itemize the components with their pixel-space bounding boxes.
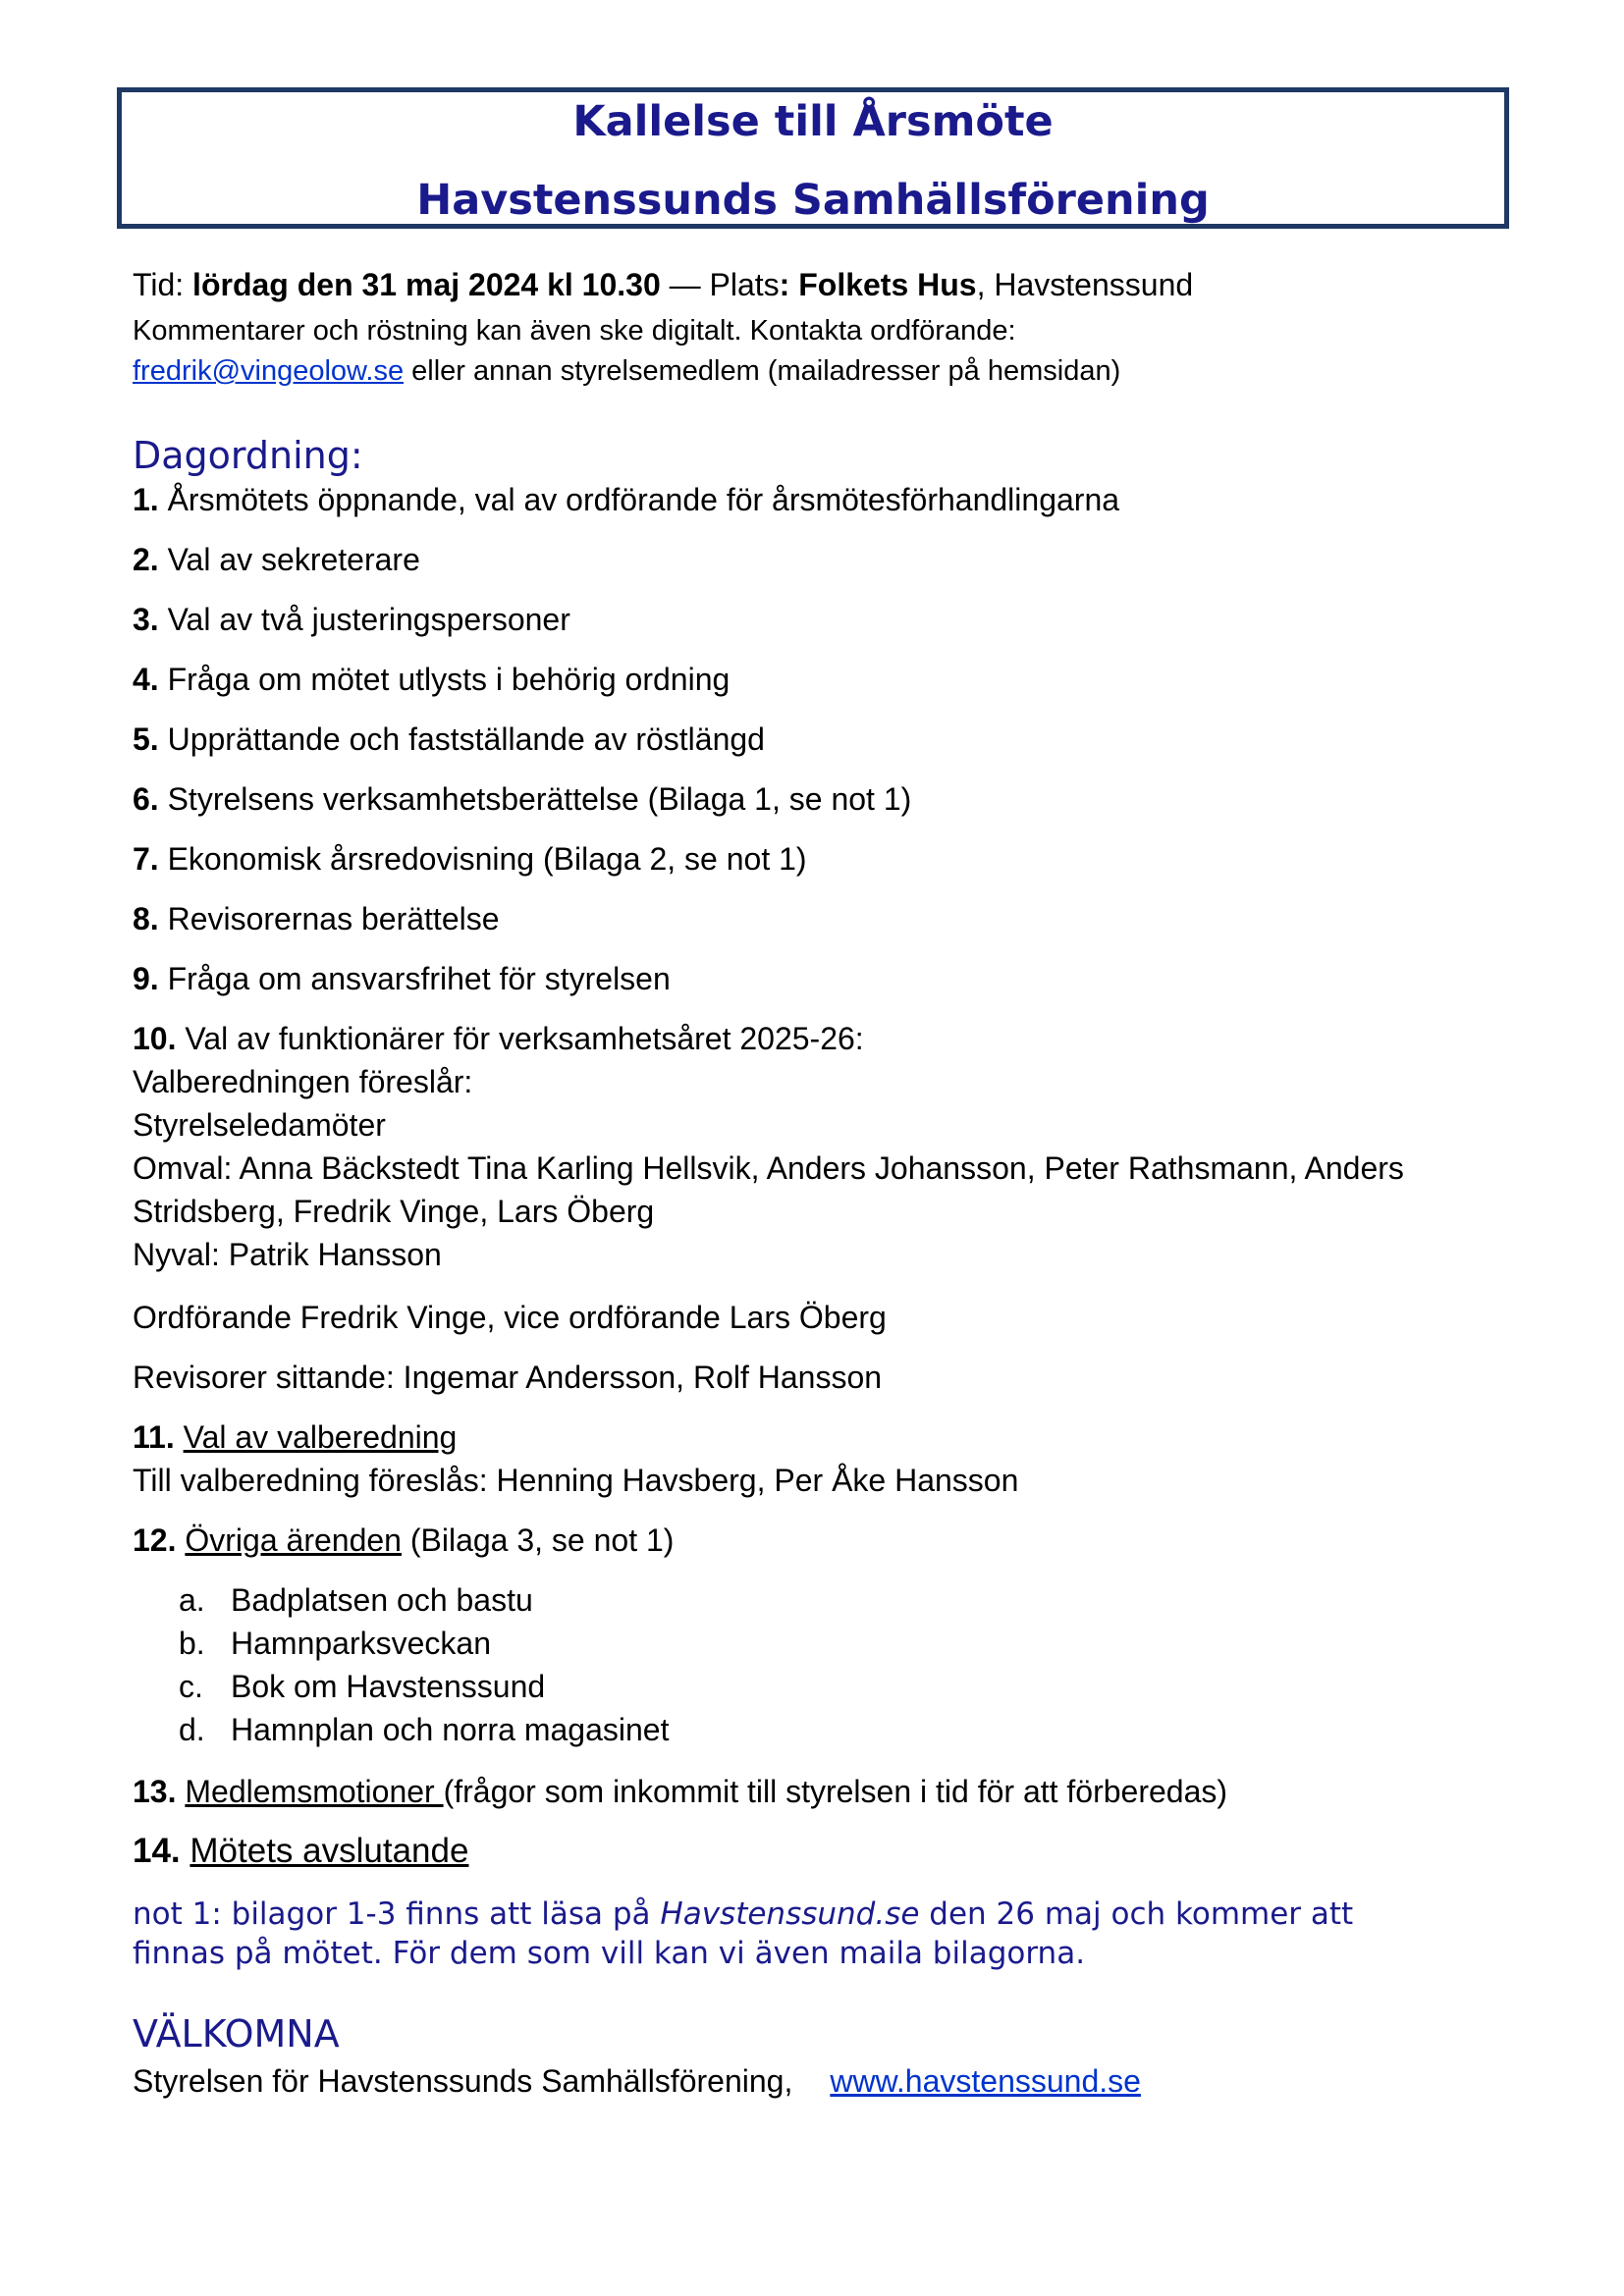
item-number: 2. [133,542,159,577]
list-item [179,1578,669,1622]
other-matters-list [179,1578,669,1751]
item-text: Revisorernas berättelse [158,901,500,936]
agenda-heading: Dagordning: [133,434,363,477]
footnote-site: Havstenssund.se [660,1896,920,1932]
item-number: 7. [133,841,159,877]
agenda-item-11 [133,1415,1018,1502]
item-number: 11. [133,1419,175,1455]
list-text: Bok om Havstenssund [231,1669,546,1704]
agenda-item [133,658,730,701]
list-item [179,1708,669,1751]
place-rest: , Havstenssund [976,267,1194,302]
item-number: 10. [133,1021,177,1056]
new-election-line: Nyval: Patrik Hansson [133,1237,442,1272]
item-text: Fråga om ansvarsfrihet för styrelsen [158,961,671,996]
list-item [179,1665,669,1708]
signature-line [133,2059,1141,2103]
item-number: 14. [133,1832,181,1870]
chair-line: Ordförande Fredrik Vinge, vice ordförande Lars Öberg [133,1300,887,1335]
footnote [133,1895,1507,1973]
list-letter: a. [179,1582,205,1618]
time-value: lördag den 31 maj 2024 kl 10.30 [192,267,661,302]
website-link[interactable]: www.havstenssund.se [830,2063,1141,2099]
item-text: Styrelsens verksamhetsberättelse (Bilaga 1, se not 1) [158,781,912,817]
list-letter: c. [179,1669,203,1704]
digital-comment-line: Kommentarer och röstning kan även ske digitalt. Kontakta ordförande: [133,315,1016,347]
agenda-item [133,598,570,641]
list-text: Badplatsen och bastu [231,1582,533,1618]
agenda-item [133,718,765,761]
agenda-item-13 [133,1770,1227,1813]
agenda-item [133,538,420,581]
footnote-line-2: finnas på mötet. För dem som vill kan vi även maila bilagorna. [133,1936,1086,1971]
item-number: 3. [133,602,159,637]
item-number: 9. [133,961,159,996]
nomination-committee-proposal: Till valberedning föreslås: Henning Havsberg, Per Åke Hansson [133,1463,1019,1498]
list-text: Hamnparksveckan [231,1626,491,1661]
contact-email-link[interactable]: fredrik@vingeolow.se [133,355,405,387]
item-title: Medlemsmotioner [185,1774,444,1809]
welcome-heading: VÄLKOMNA [133,2012,340,2056]
place-colon: : [779,267,799,302]
agenda-item [133,777,911,821]
board-members-label: Styrelseledamöter [133,1107,386,1143]
item-number: 13. [133,1774,177,1809]
list-letter: b. [179,1626,205,1661]
item-text: Upprättande och fastställande av röstlängd [158,721,765,757]
item-number: 12. [133,1522,177,1558]
title-box [117,87,1509,229]
item-text: (frågor som inkommit till styrelsen i tid för att förberedas) [443,1774,1228,1809]
item-text: Val av sekreterare [158,542,420,577]
item-text: Årsmötets öppnande, val av ordförande för årsmötesförhandlingarna [158,482,1120,517]
item-number: 4. [133,662,159,697]
list-item [179,1622,669,1665]
contact-line-rest: eller annan styrelsemedlem (mailadresser på hemsidan) [404,355,1121,387]
item-10-header [133,1017,1404,1060]
agenda-item-14 [133,1830,468,1873]
agenda-item [133,957,671,1000]
item-11-header [133,1415,1018,1459]
reelection-line-cont: Stridsberg, Fredrik Vinge, Lars Öberg [133,1194,655,1229]
agenda-item-10 [133,1017,1404,1276]
meeting-time-place [133,263,1193,306]
list-letter: d. [179,1712,205,1747]
place-label: — Plats [660,267,780,302]
signature-text: Styrelsen för Havstenssunds Samhällsförening, [133,2063,793,2099]
footnote-line-1 [133,1895,1507,1934]
item-number: 6. [133,781,159,817]
contact-line [133,350,1120,392]
item-title: Övriga ärenden [185,1522,402,1558]
time-label: Tid: [133,267,193,302]
place-value: Folkets Hus [798,267,977,302]
footnote-text: not 1: bilagor 1-3 finns att läsa på [133,1896,661,1932]
document-title: Kallelse till Årsmöte [572,97,1054,146]
footnote-text: den 26 maj och kommer att [919,1896,1354,1932]
auditors-line: Revisorer sittande: Ingemar Andersson, Rolf Hansson [133,1360,883,1395]
item-number: 8. [133,901,159,936]
agenda-item [133,478,1119,521]
list-text: Hamnplan och norra magasinet [231,1712,670,1747]
item-text: Fråga om mötet utlysts i behörig ordning [158,662,731,697]
item-title: Val av valberedning [183,1419,458,1455]
agenda-item-12 [133,1519,674,1562]
item-number: 5. [133,721,159,757]
agenda-item [133,897,500,940]
item-text: Val av två justeringspersoner [158,602,570,637]
agenda-item [133,837,807,881]
reelection-line: Omval: Anna Bäckstedt Tina Karling Hellsvik, Anders Johansson, Peter Rathsmann, Anders [133,1150,1404,1186]
item-text: (Bilaga 3, se not 1) [401,1522,675,1558]
item-text: Val av funktionärer för verksamhetsåret 2025-26: [176,1021,864,1056]
nomination-intro: Valberedningen föreslår: [133,1064,473,1099]
item-title: Mötets avslutande [189,1832,469,1870]
organization-name: Havstenssunds Samhällsförening [416,176,1210,225]
item-text: Ekonomisk årsredovisning (Bilaga 2, se not 1) [158,841,807,877]
item-number: 1. [133,482,159,517]
